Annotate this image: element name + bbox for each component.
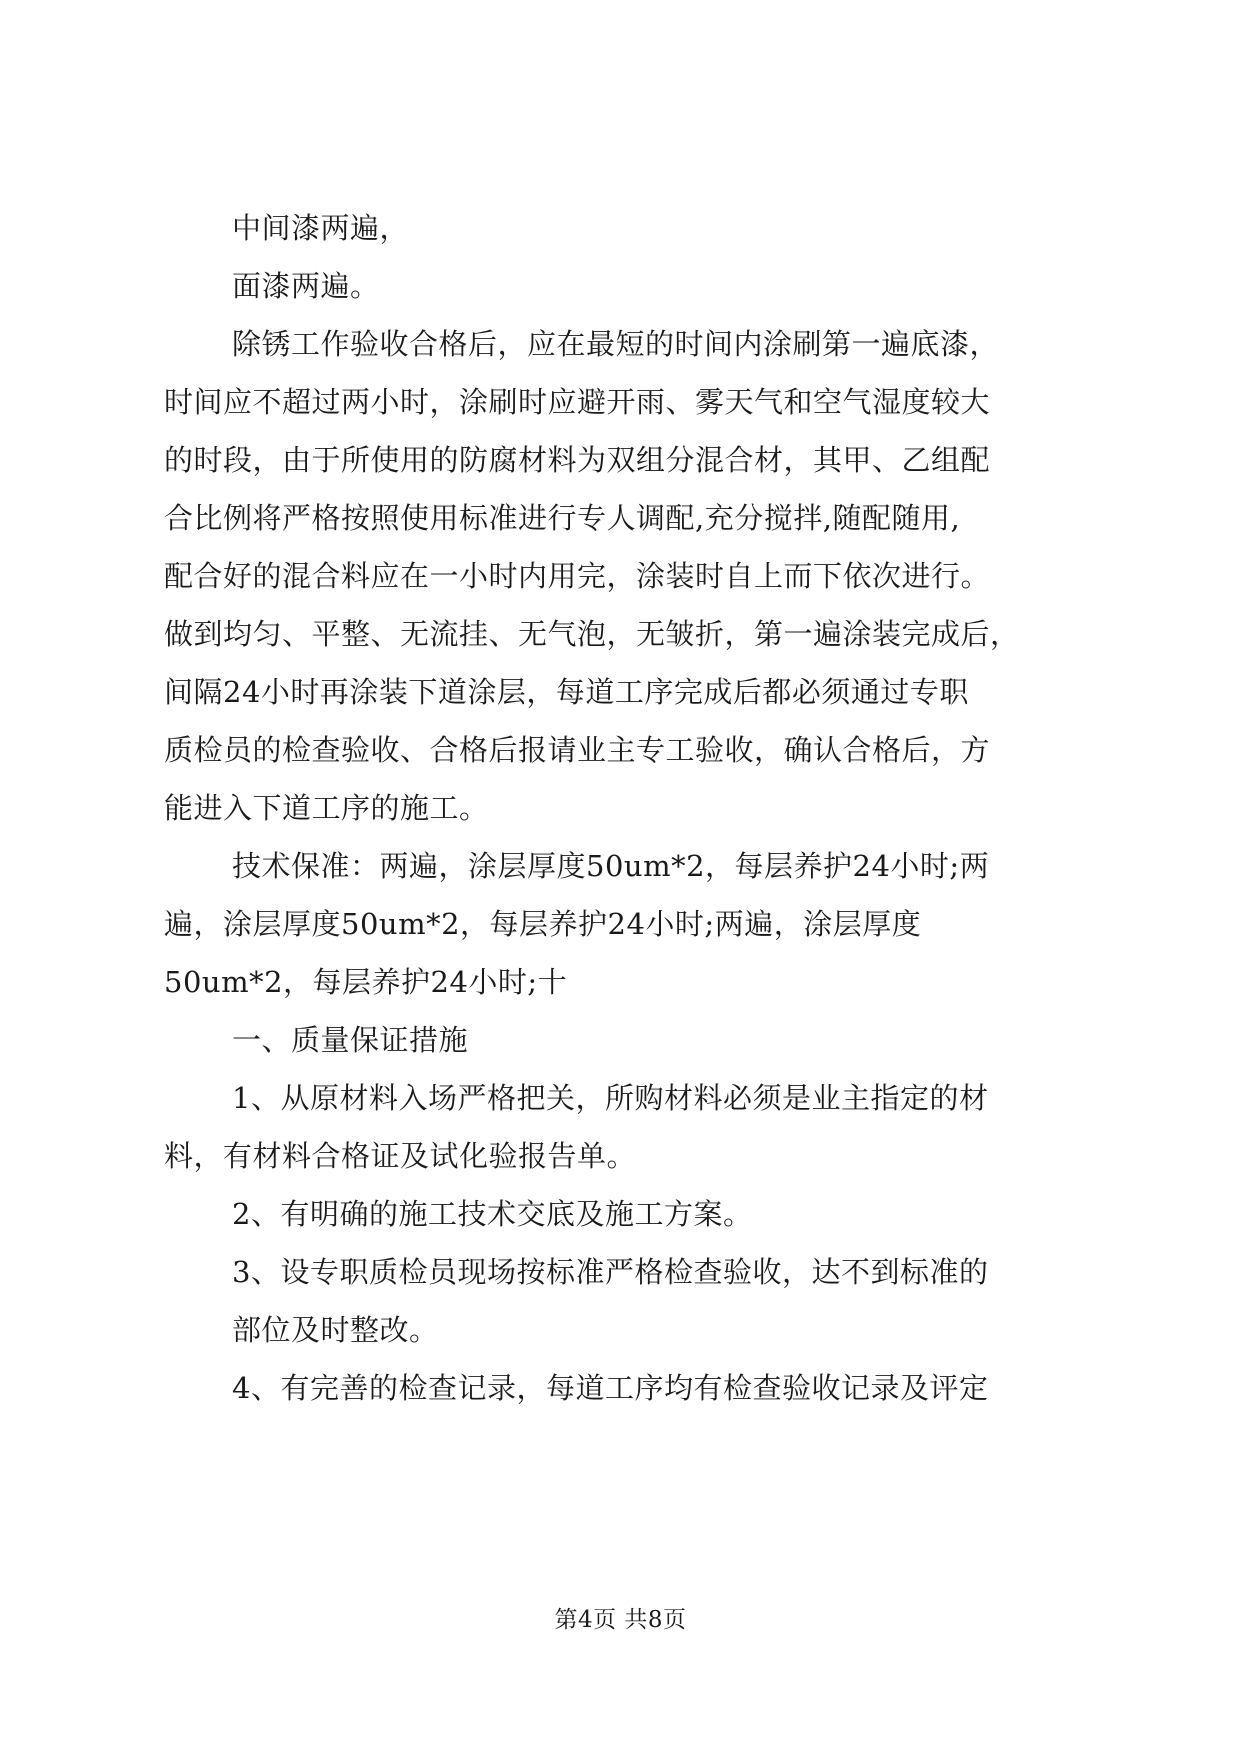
paragraph-line-4: 时间应不超过两小时，涂刷时应避开雨、雾天气和空气湿度较大	[164, 385, 991, 419]
paragraph-line-9: 间隔24小时再涂装下道涂层，每道工序完成后都必须通过专职	[164, 675, 969, 709]
paragraph-line-1: 中间漆两遍，	[232, 211, 410, 245]
paragraph-line-6: 合比例将严格按照使用标准进行专人调配,充分搅拌,随配随用,	[164, 501, 961, 535]
paragraph-line-12: 技术保准：两遍，涂层厚度50um*2，每层养护24小时;两	[232, 849, 990, 883]
list-item-4-line-1: 4、有完善的检查记录，每道工序均有检查验收记录及评定	[232, 1371, 989, 1405]
paragraph-line-2: 面漆两遍。	[232, 269, 380, 303]
paragraph-line-7: 配合好的混合料应在一小时内用完，涂装时自上而下依次进行。	[164, 559, 991, 593]
section-heading: 一、质量保证措施	[232, 1023, 469, 1057]
paragraph-line-5: 的时段，由于所使用的防腐材料为双组分混合材，其甲、乙组配	[164, 443, 991, 477]
page-footer: 第4页 共8页	[554, 1607, 687, 1633]
paragraph-line-14: 50um*2，每层养护24小时;十	[164, 965, 568, 999]
paragraph-line-10: 质检员的检查验收、合格后报请业主专工验收，确认合格后，方	[164, 733, 991, 767]
paragraph-line-3: 除锈工作验收合格后，应在最短的时间内涂刷第一遍底漆，	[232, 327, 1000, 361]
list-item-1-line-2: 料，有材料合格证及试化验报告单。	[164, 1139, 637, 1173]
list-item-2: 2、有明确的施工技术交底及施工方案。	[232, 1197, 753, 1231]
list-item-3-line-2: 部位及时整改。	[232, 1313, 439, 1347]
list-item-1-line-1: 1、从原材料入场严格把关，所购材料必须是业主指定的材	[232, 1081, 989, 1115]
paragraph-line-11: 能进入下道工序的施工。	[164, 791, 489, 825]
paragraph-line-8: 做到均匀、平整、无流挂、无气泡，无皱折，第一遍涂装完成后，	[164, 617, 1020, 651]
paragraph-line-13: 遍，涂层厚度50um*2，每层养护24小时;两遍，涂层厚度	[164, 907, 922, 941]
list-item-3-line-1: 3、设专职质检员现场按标准严格检查验收，达不到标准的	[232, 1255, 989, 1289]
